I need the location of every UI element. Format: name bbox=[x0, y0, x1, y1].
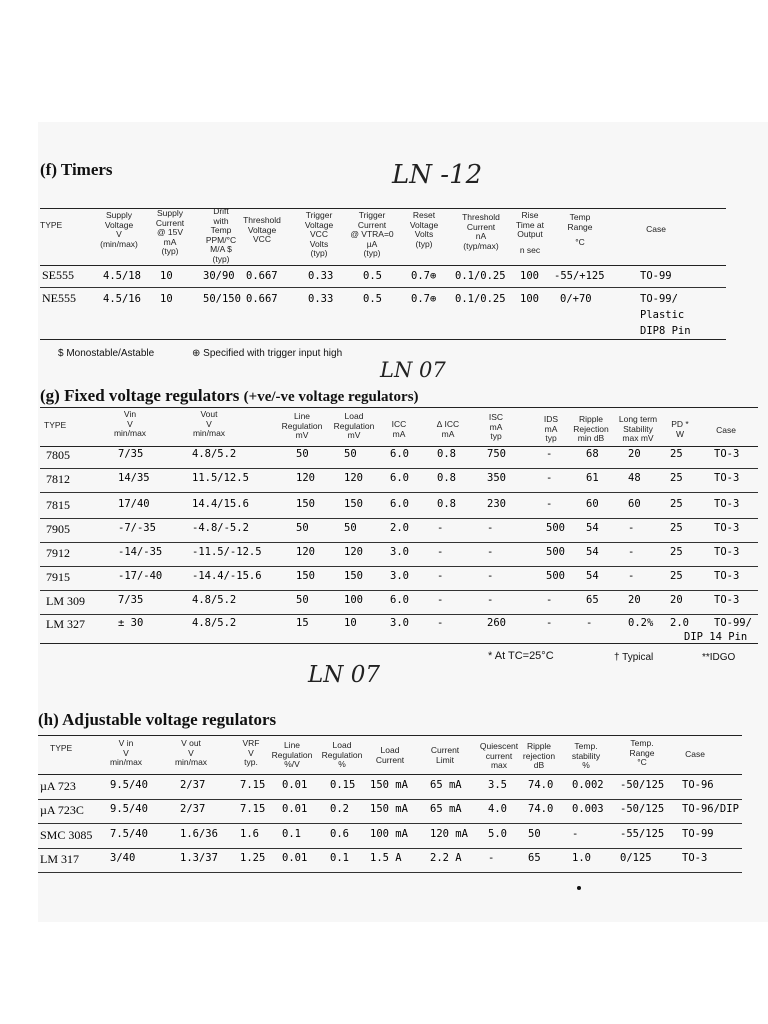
cell: 150 mA bbox=[370, 779, 408, 791]
cell: 11.5/12.5 bbox=[192, 472, 249, 484]
timers-h-threshold-current: Threshold Current nA (typ/max) bbox=[462, 212, 500, 251]
adj-h-temp-stability: Temp. stability % bbox=[571, 741, 601, 770]
cell-case: TO-99/ bbox=[640, 293, 678, 305]
cell: - bbox=[546, 498, 553, 510]
cell: 500 bbox=[546, 546, 565, 558]
fixed-h-case: Case bbox=[716, 425, 736, 435]
timers-bottom-rule bbox=[40, 339, 726, 340]
cell: - bbox=[628, 570, 635, 582]
cell: 120 bbox=[344, 546, 363, 558]
cell: 4.8/5.2 bbox=[192, 617, 237, 629]
cell: 150 bbox=[296, 570, 315, 582]
cell: 0.5 bbox=[363, 270, 382, 282]
cell: 0.2 bbox=[330, 803, 349, 815]
cell: 0.1/0.25 bbox=[455, 270, 506, 282]
cell: 6.0 bbox=[390, 472, 409, 484]
cell: 30/90 bbox=[203, 270, 235, 282]
cell: 0.667 bbox=[246, 293, 278, 305]
cell: 0.15 bbox=[330, 779, 356, 791]
cell: 7.15 bbox=[240, 803, 266, 815]
cell: 50/150 bbox=[203, 293, 241, 305]
cell: -4.8/-5.2 bbox=[192, 522, 249, 534]
row-divider bbox=[38, 872, 742, 873]
cell: 65 mA bbox=[430, 803, 462, 815]
cell: 0/+70 bbox=[560, 293, 592, 305]
cell: -55/125 bbox=[620, 828, 665, 840]
cell: 50 bbox=[296, 522, 309, 534]
cell: 7/35 bbox=[118, 594, 144, 606]
fixed-footnote-idgo: **IDGO bbox=[702, 652, 736, 663]
cell: 0.8 bbox=[437, 472, 456, 484]
cell: 0.2% bbox=[628, 617, 654, 629]
cell: 0.1 bbox=[330, 852, 349, 864]
cell: 60 bbox=[586, 498, 599, 510]
cell: 2.2 A bbox=[430, 852, 462, 864]
cell: 50 bbox=[344, 522, 357, 534]
cell: 150 mA bbox=[370, 803, 408, 815]
cell-type: SE555 bbox=[42, 268, 75, 282]
row-divider bbox=[40, 566, 758, 567]
cell: 1.6 bbox=[240, 828, 259, 840]
cell-type: LM 309 bbox=[46, 594, 85, 608]
cell: 4.0 bbox=[488, 803, 507, 815]
fixed-h-delta-icc: ∆ ICC mA bbox=[436, 419, 460, 439]
cell-type: 7815 bbox=[46, 498, 70, 512]
cell: 3/40 bbox=[110, 852, 136, 864]
cell: 50 bbox=[296, 448, 309, 460]
cell: 50 bbox=[344, 448, 357, 460]
row-divider bbox=[40, 542, 758, 543]
cell-case: TO-3 bbox=[714, 498, 740, 510]
cell: 0.33 bbox=[308, 270, 334, 282]
cell: 2/37 bbox=[180, 779, 206, 791]
row-divider bbox=[40, 614, 758, 615]
row-divider bbox=[40, 287, 726, 288]
cell: 54 bbox=[586, 546, 599, 558]
cell-case: TO-99 bbox=[640, 270, 672, 282]
handwritten-note-ln12: LN -12 bbox=[392, 160, 483, 190]
cell: 50 bbox=[296, 594, 309, 606]
cell-case-line3: DIP8 Pin bbox=[640, 325, 691, 337]
fixed-title-main: (g) Fixed voltage regulators bbox=[40, 386, 240, 405]
cell: 10 bbox=[160, 270, 173, 282]
cell: 260 bbox=[487, 617, 506, 629]
cell: 7.15 bbox=[240, 779, 266, 791]
cell: 25 bbox=[670, 522, 683, 534]
cell: 500 bbox=[546, 522, 565, 534]
cell: 6.0 bbox=[390, 448, 409, 460]
timers-top-rule bbox=[40, 208, 726, 209]
cell: 50 bbox=[528, 828, 541, 840]
cell: 60 bbox=[628, 498, 641, 510]
cell-type: SMC 3085 bbox=[40, 828, 93, 842]
cell: 2/37 bbox=[180, 803, 206, 815]
cell: - bbox=[546, 472, 553, 484]
fixed-h-isc: ISC mA typ bbox=[488, 412, 504, 441]
timers-h-threshold-voltage: Threshold Voltage VCC bbox=[243, 215, 281, 244]
cell: - bbox=[487, 522, 494, 534]
cell: 4.5/18 bbox=[103, 270, 141, 282]
cell: 54 bbox=[586, 522, 599, 534]
row-divider bbox=[40, 590, 758, 591]
cell: 500 bbox=[546, 570, 565, 582]
cell: 2.0 bbox=[670, 617, 689, 629]
cell: 150 bbox=[344, 498, 363, 510]
cell-type: 7915 bbox=[46, 570, 70, 584]
cell: - bbox=[546, 594, 553, 606]
cell: 120 bbox=[296, 472, 315, 484]
cell: - bbox=[586, 617, 593, 629]
timers-h-reset-voltage: Reset Voltage Volts (typ) bbox=[409, 210, 439, 249]
cell: - bbox=[488, 852, 495, 864]
cell: 48 bbox=[628, 472, 641, 484]
cell: 4.8/5.2 bbox=[192, 594, 237, 606]
cell: 17/40 bbox=[118, 498, 150, 510]
adjustable-header-rule bbox=[38, 774, 742, 775]
cell: - bbox=[546, 448, 553, 460]
cell: 1.25 bbox=[240, 852, 266, 864]
cell: 10 bbox=[160, 293, 173, 305]
cell: 54 bbox=[586, 570, 599, 582]
adj-h-quiescent: Quiescent current max bbox=[479, 741, 519, 770]
fixed-h-ripple: Ripple Rejection min dB bbox=[573, 414, 609, 443]
cell: -50/125 bbox=[620, 779, 665, 791]
row-divider bbox=[40, 518, 758, 519]
adjustable-title: (h) Adjustable voltage regulators bbox=[38, 710, 277, 729]
cell-case-line2: DIP 14 Pin bbox=[684, 631, 748, 643]
cell: 0.01 bbox=[282, 852, 308, 864]
handwritten-note-ln07: LN 07 bbox=[380, 358, 446, 382]
cell: 0.1/0.25 bbox=[455, 293, 506, 305]
cell-case: TO-99 bbox=[682, 828, 714, 840]
timers-footnote-trigger: ⊕ Specified with trigger input high bbox=[192, 348, 343, 359]
cell: -14.4/-15.6 bbox=[192, 570, 262, 582]
row-divider bbox=[40, 468, 758, 469]
cell: 150 bbox=[296, 498, 315, 510]
row-divider bbox=[38, 823, 742, 824]
cell-case: TO-3 bbox=[714, 522, 740, 534]
adj-h-vout: V out V min/max bbox=[174, 738, 208, 767]
cell: 7.5/40 bbox=[110, 828, 148, 840]
adj-h-vin: V in V min/max bbox=[109, 738, 143, 767]
cell: 65 bbox=[528, 852, 541, 864]
cell: 1.6/36 bbox=[180, 828, 218, 840]
cell: 120 bbox=[344, 472, 363, 484]
cell: 20 bbox=[628, 448, 641, 460]
cell: 0.5 bbox=[363, 293, 382, 305]
cell-case: TO-96/DIP bbox=[682, 803, 739, 815]
cell: 0.7⊕ bbox=[411, 293, 437, 305]
cell: 230 bbox=[487, 498, 506, 510]
cell: - bbox=[628, 522, 635, 534]
adj-h-case: Case bbox=[685, 749, 705, 759]
fixed-h-type: TYPE bbox=[44, 420, 67, 430]
cell: 0.01 bbox=[282, 779, 308, 791]
cell: ± 30 bbox=[118, 617, 144, 629]
cell: 0.8 bbox=[437, 498, 456, 510]
adj-h-load-current: Load Current bbox=[375, 745, 405, 765]
cell: 25 bbox=[670, 570, 683, 582]
cell: 5.0 bbox=[488, 828, 507, 840]
cell: 0.33 bbox=[308, 293, 334, 305]
adj-h-vrf: VRF V typ. bbox=[242, 738, 260, 767]
adj-h-current-limit: Current Limit bbox=[430, 745, 460, 765]
adj-h-line-reg: Line Regulation %/V bbox=[271, 740, 313, 769]
fixed-h-pd: PD * W bbox=[671, 419, 689, 439]
cell-case: TO-3 bbox=[714, 472, 740, 484]
cell: 0.01 bbox=[282, 803, 308, 815]
cell: 10 bbox=[344, 617, 357, 629]
cell: - bbox=[437, 617, 444, 629]
cell: 100 bbox=[344, 594, 363, 606]
cell: 4.8/5.2 bbox=[192, 448, 237, 460]
fixed-footnote-typical: † Typical bbox=[614, 652, 654, 663]
cell: 120 mA bbox=[430, 828, 468, 840]
fixed-bottom-rule bbox=[40, 643, 758, 644]
cell: 0.8 bbox=[437, 448, 456, 460]
cell-type: 7812 bbox=[46, 472, 70, 486]
cell: 4.5/16 bbox=[103, 293, 141, 305]
cell: 65 mA bbox=[430, 779, 462, 791]
cell: 100 mA bbox=[370, 828, 408, 840]
cell: 15 bbox=[296, 617, 309, 629]
cell: - bbox=[437, 594, 444, 606]
adj-h-load-reg: Load Regulation % bbox=[321, 740, 363, 769]
cell-case: TO-3 bbox=[714, 448, 740, 460]
cell: 3.5 bbox=[488, 779, 507, 791]
cell: -55/+125 bbox=[554, 270, 605, 282]
cell-case: TO-96 bbox=[682, 779, 714, 791]
cell: 7/35 bbox=[118, 448, 144, 460]
cell: 750 bbox=[487, 448, 506, 460]
cell: -11.5/-12.5 bbox=[192, 546, 262, 558]
cell-case: TO-3 bbox=[714, 546, 740, 558]
fixed-h-long-term: Long term Stability max mV bbox=[618, 414, 658, 443]
cell: 350 bbox=[487, 472, 506, 484]
cell: - bbox=[437, 570, 444, 582]
cell: 0.7⊕ bbox=[411, 270, 437, 282]
cell: 14.4/15.6 bbox=[192, 498, 249, 510]
cell: 150 bbox=[344, 570, 363, 582]
stray-dot bbox=[577, 886, 581, 890]
cell: 3.0 bbox=[390, 546, 409, 558]
cell-type: 7905 bbox=[46, 522, 70, 536]
cell-case: TO-3 bbox=[714, 594, 740, 606]
cell: 25 bbox=[670, 448, 683, 460]
cell: 0/125 bbox=[620, 852, 652, 864]
cell: 1.3/37 bbox=[180, 852, 218, 864]
fixed-h-ids: IDS mA typ bbox=[543, 414, 559, 443]
cell: 20 bbox=[628, 594, 641, 606]
cell: 25 bbox=[670, 472, 683, 484]
cell: 68 bbox=[586, 448, 599, 460]
timers-footnote-monostable: $ Monostable/Astable bbox=[58, 348, 155, 359]
cell-case-line2: Plastic bbox=[640, 309, 685, 321]
cell: 74.0 bbox=[528, 779, 554, 791]
cell: - bbox=[546, 617, 553, 629]
cell: - bbox=[572, 828, 579, 840]
timers-h-temp-range: Temp Range °C bbox=[567, 212, 593, 247]
fixed-title-sub: (+ve/-ve voltage regulators) bbox=[243, 389, 419, 405]
fixed-h-icc: ICC mA bbox=[391, 419, 407, 439]
fixed-h-load-reg: Load Regulation mV bbox=[333, 411, 375, 440]
cell-type: 7805 bbox=[46, 448, 70, 462]
timers-h-trigger-current: Trigger Current @ VTRA=0 µA (typ) bbox=[350, 210, 394, 258]
handwritten-note-ln07-lower: LN 07 bbox=[308, 662, 380, 688]
row-divider bbox=[38, 799, 742, 800]
cell: 0.1 bbox=[282, 828, 301, 840]
fixed-h-vout: Vout V min/max bbox=[192, 409, 226, 438]
cell: 25 bbox=[670, 498, 683, 510]
cell: 3.0 bbox=[390, 570, 409, 582]
fixed-title bbox=[40, 386, 419, 406]
timers-h-rise-time: Rise Time at Output n sec bbox=[515, 210, 545, 255]
cell-type: LM 317 bbox=[40, 852, 79, 866]
cell-type: µA 723 bbox=[40, 779, 76, 793]
cell: 1.0 bbox=[572, 852, 591, 864]
cell: 65 bbox=[586, 594, 599, 606]
cell: -14/-35 bbox=[118, 546, 163, 558]
cell-type: NE555 bbox=[42, 291, 76, 305]
cell-case: TO-3 bbox=[714, 570, 740, 582]
cell: - bbox=[628, 546, 635, 558]
cell: - bbox=[437, 522, 444, 534]
timers-h-type: TYPE bbox=[40, 220, 63, 230]
cell: 120 bbox=[296, 546, 315, 558]
adj-h-temp-range: Temp. Range °C bbox=[629, 738, 655, 767]
cell: 74.0 bbox=[528, 803, 554, 815]
timers-h-supply-voltage: Supply Voltage V (min/max) bbox=[100, 210, 138, 249]
fixed-h-line-reg: Line Regulation mV bbox=[281, 411, 323, 440]
cell: - bbox=[487, 570, 494, 582]
adj-h-ripple: Ripple rejection dB bbox=[522, 741, 556, 770]
cell-case: TO-3 bbox=[682, 852, 708, 864]
timers-title: (f) Timers bbox=[40, 160, 113, 179]
timers-h-supply-current: Supply Current @ 15V mA (typ) bbox=[155, 208, 185, 256]
cell: 20 bbox=[670, 594, 683, 606]
cell-type: µA 723C bbox=[40, 803, 84, 817]
cell: 0.003 bbox=[572, 803, 604, 815]
cell: -50/125 bbox=[620, 803, 665, 815]
cell: 0.002 bbox=[572, 779, 604, 791]
cell-type: 7912 bbox=[46, 546, 70, 560]
cell: 0.6 bbox=[330, 828, 349, 840]
timers-h-trigger-voltage: Trigger Voltage VCC Volts (typ) bbox=[304, 210, 334, 258]
cell: 6.0 bbox=[390, 498, 409, 510]
cell: 14/35 bbox=[118, 472, 150, 484]
row-divider bbox=[40, 492, 758, 493]
adj-h-type: TYPE bbox=[50, 743, 73, 753]
timers-h-drift: Drift with Temp PPM/°C M/A $ (typ) bbox=[205, 206, 237, 264]
cell: 3.0 bbox=[390, 617, 409, 629]
cell-type: LM 327 bbox=[46, 617, 85, 631]
fixed-h-vin: Vin V min/max bbox=[113, 409, 147, 438]
cell: 100 bbox=[520, 293, 539, 305]
cell: 2.0 bbox=[390, 522, 409, 534]
cell: 100 bbox=[520, 270, 539, 282]
cell: 1.5 A bbox=[370, 852, 402, 864]
cell: -17/-40 bbox=[118, 570, 163, 582]
fixed-header-rule bbox=[40, 446, 758, 447]
fixed-footnote-tc: * At TC=25°C bbox=[488, 650, 554, 662]
cell: 9.5/40 bbox=[110, 803, 148, 815]
timers-h-case: Case bbox=[646, 224, 666, 234]
cell: 61 bbox=[586, 472, 599, 484]
timers-header-rule bbox=[40, 265, 726, 266]
cell: 0.667 bbox=[246, 270, 278, 282]
adjustable-top-rule bbox=[38, 735, 742, 736]
cell: 9.5/40 bbox=[110, 779, 148, 791]
fixed-top-rule bbox=[40, 407, 758, 408]
cell: -7/-35 bbox=[118, 522, 156, 534]
cell-case: TO-99/ bbox=[714, 617, 752, 629]
cell: - bbox=[487, 546, 494, 558]
cell: - bbox=[487, 594, 494, 606]
cell: - bbox=[437, 546, 444, 558]
cell: 25 bbox=[670, 546, 683, 558]
row-divider bbox=[38, 848, 742, 849]
cell: 6.0 bbox=[390, 594, 409, 606]
